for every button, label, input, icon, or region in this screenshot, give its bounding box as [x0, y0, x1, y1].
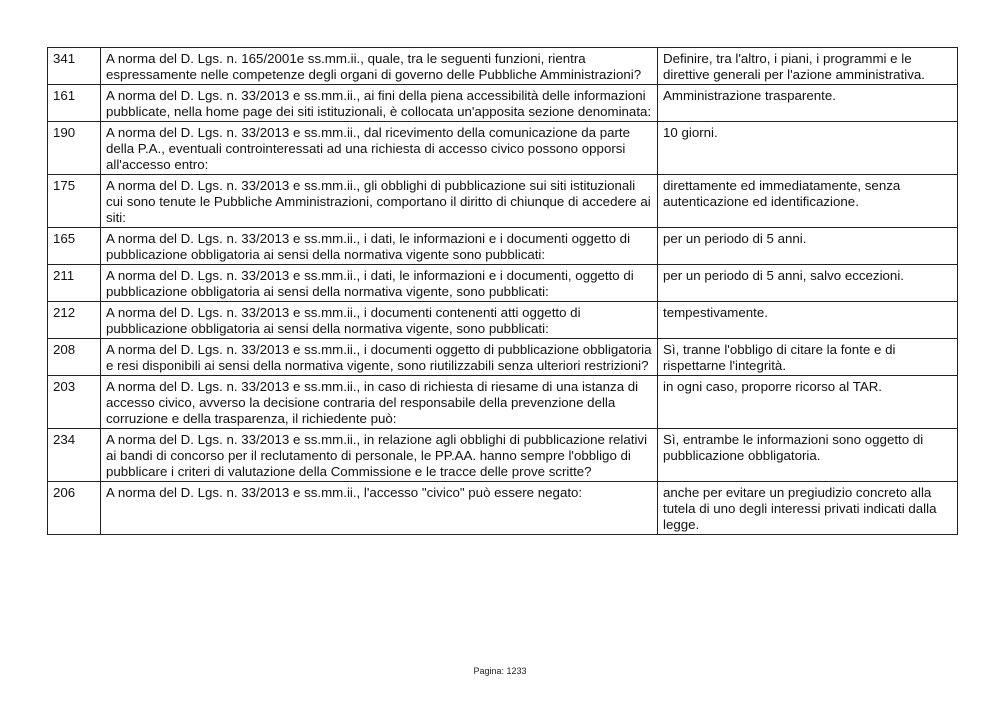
table-row: [48, 302, 958, 339]
question-text: A norma del D. Lgs. n. 33/2013 e ss.mm.ii., i documenti contenenti atti oggetto di pubblicazione obbligatoria ai sensi della normativa vigente, sono pubblicati:: [101, 302, 658, 339]
table-row: [48, 339, 958, 376]
question-text: A norma del D. Lgs. n. 33/2013 e ss.mm.ii., i dati, le informazioni e i documenti oggetto di pubblicazione obbligatoria ai sensi della normativa vigente sono pubblicati:: [101, 228, 658, 265]
table-row: [48, 429, 958, 482]
question-text: A norma del D. Lgs. n. 33/2013 e ss.mm.ii., in relazione agli obblighi di pubblicazione relativi ai bandi di concorso per il reclutamento di personale, le PP.AA. hanno sempre l'obbligo di pubblicare i criteri di valutazione della Commissione e le tracce delle prove scritte?: [101, 429, 658, 482]
answer-text: in ogni caso, proporre ricorso al TAR.: [658, 376, 958, 429]
question-number: 190: [48, 122, 101, 175]
table-row: [48, 85, 958, 122]
table-row: [48, 482, 958, 535]
question-number: 234: [48, 429, 101, 482]
answer-text: per un periodo di 5 anni.: [658, 228, 958, 265]
quiz-table: [47, 47, 958, 535]
question-text: A norma del D. Lgs. n. 33/2013 e ss.mm.ii., gli obblighi di pubblicazione sui siti istituzionali cui sono tenute le Pubbliche Amministrazioni, comportano il diritto di chiunque di accedere ai siti:: [101, 175, 658, 228]
question-number: 175: [48, 175, 101, 228]
answer-text: Definire, tra l'altro, i piani, i programmi e le direttive generali per l'azione amministrativa.: [658, 48, 958, 85]
question-number: 206: [48, 482, 101, 535]
answer-text: tempestivamente.: [658, 302, 958, 339]
question-text: A norma del D. Lgs. n. 33/2013 e ss.mm.ii., i dati, le informazioni e i documenti, oggetto di pubblicazione obbligatoria ai sensi della normativa vigente, sono pubblicati:: [101, 265, 658, 302]
answer-text: 10 giorni.: [658, 122, 958, 175]
answer-text: Amministrazione trasparente.: [658, 85, 958, 122]
answer-text: per un periodo di 5 anni, salvo eccezioni.: [658, 265, 958, 302]
answer-text: Sì, entrambe le informazioni sono oggetto di pubblicazione obbligatoria.: [658, 429, 958, 482]
question-text: A norma del D. Lgs. n. 33/2013 e ss.mm.ii., i documenti oggetto di pubblicazione obbligatoria e resi disponibili ai sensi della normativa vigente, sono riutilizzabili senza ulteriori restrizioni?: [101, 339, 658, 376]
question-text: A norma del D. Lgs. n. 33/2013 e ss.mm.ii., l'accesso "civico" può essere negato:: [101, 482, 658, 535]
answer-text: anche per evitare un pregiudizio concreto alla tutela di uno degli interessi privati indicati dalla legge.: [658, 482, 958, 535]
answer-text: Sì, tranne l'obbligo di citare la fonte e di rispettarne l'integrità.: [658, 339, 958, 376]
question-number: 208: [48, 339, 101, 376]
question-number: 161: [48, 85, 101, 122]
question-text: A norma del D. Lgs. n. 33/2013 e ss.mm.ii., in caso di richiesta di riesame di una istanza di accesso civico, avverso la decisione contraria del responsabile della prevenzione della corruzione e della trasparenza, il richiedente può:: [101, 376, 658, 429]
question-number: 341: [48, 48, 101, 85]
table-row: [48, 175, 958, 228]
question-number: 212: [48, 302, 101, 339]
page-number-footer: Pagina: 1233: [473, 666, 527, 676]
table-row: [48, 48, 958, 85]
table-row: [48, 228, 958, 265]
table-row: [48, 265, 958, 302]
answer-text: direttamente ed immediatamente, senza autenticazione ed identificazione.: [658, 175, 958, 228]
quiz-table-body: [48, 48, 958, 535]
question-number: 165: [48, 228, 101, 265]
question-text: A norma del D. Lgs. n. 33/2013 e ss.mm.ii., ai fini della piena accessibilità delle informazioni pubblicate, nella home page dei siti istituzionali, è collocata un'apposita sezione denominata:: [101, 85, 658, 122]
table-row: [48, 122, 958, 175]
question-number: 211: [48, 265, 101, 302]
question-text: A norma del D. Lgs. n. 165/2001e ss.mm.ii., quale, tra le seguenti funzioni, rientra espressamente nelle competenze degli organi di governo delle Pubbliche Amministrazioni?: [101, 48, 658, 85]
question-text: A norma del D. Lgs. n. 33/2013 e ss.mm.ii., dal ricevimento della comunicazione da parte della P.A., eventuali controinteressati ad una richiesta di accesso civico possono opporsi all'accesso entro:: [101, 122, 658, 175]
table-row: [48, 376, 958, 429]
question-number: 203: [48, 376, 101, 429]
